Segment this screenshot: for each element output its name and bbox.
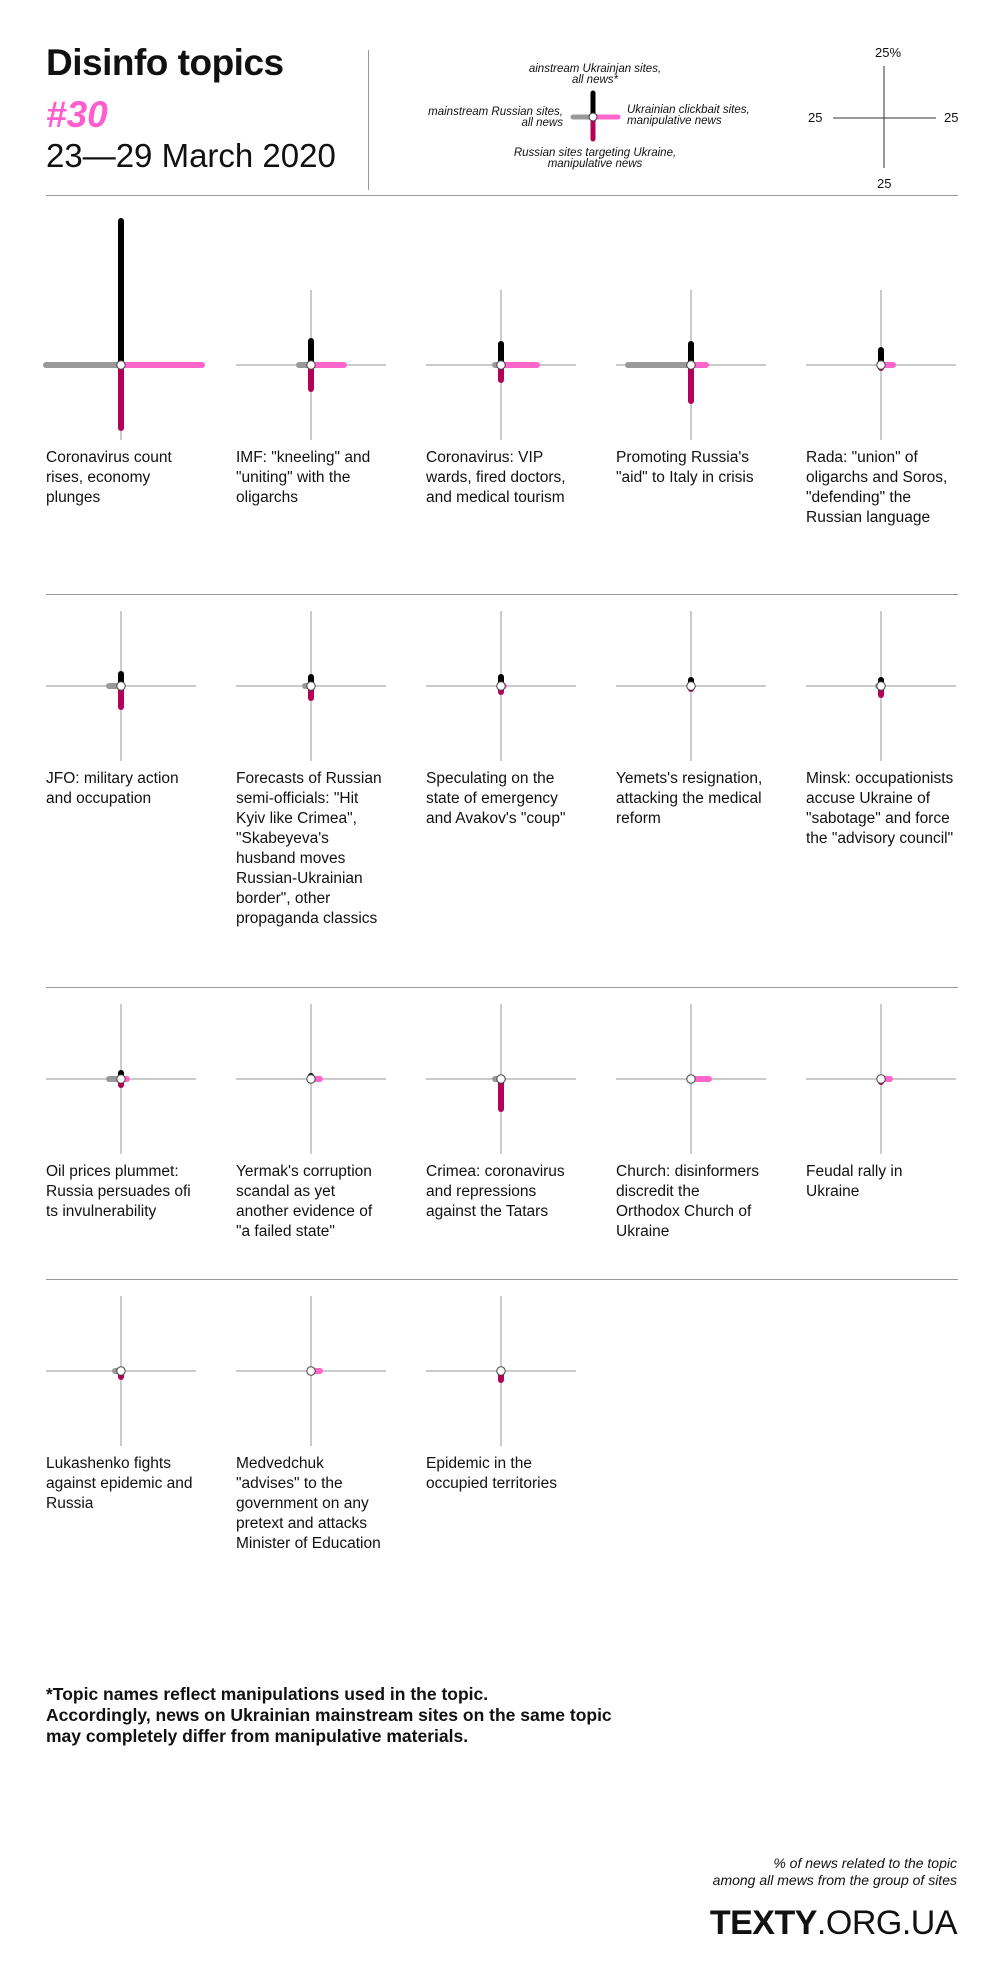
topic-label: Speculating on the state of emergency and Avakov's "coup" [426,770,566,827]
topic-center-dot [307,1075,315,1083]
topic-center-dot [117,361,125,369]
chart-caption: % of news related to the topic among all mews from the group of sites [712,1855,957,1888]
topic-label: Rada: "union" of oligarchs and Soros, "defending" the Russian language [806,449,948,526]
topic-label: Church: disinformers discredit the Orthodox Church of Ukraine [616,1163,759,1240]
footnote: *Topic names reflect manipulations used in the topic. Accordingly, news on Ukrainian mainstream sites on the same topic may completely differ from manipulative materials. [46,1684,612,1746]
topic-label: IMF: "kneeling" and "uniting" with the oligarchs [236,449,371,506]
topic-center-dot [307,682,315,690]
topic-center-dot [687,1075,695,1083]
topic-center-dot [877,1075,885,1083]
legend-right-label: Ukrainian clickbait sites, manipulative news [627,104,750,127]
issue-number: #30 [46,94,108,135]
topic-center-dot [117,1367,125,1375]
topic-label: Forecasts of Russian semi-officials: "Hit Kyiv like Crimea", "Skabeyeva's husband moves Russian-Ukrainian border", other propaganda classics [236,770,382,927]
topic-label: Oil prices plummet: Russia persuades ofi ts invulnerability [46,1163,191,1220]
topic-center-dot [497,1367,505,1375]
topic-center-dot [687,682,695,690]
topic-label: Coronavirus: VIP wards, fired doctors, and medical tourism [426,449,566,506]
page-title: Disinfo topics [46,42,284,83]
topic-center-dot [307,361,315,369]
topic-label: Promoting Russia's "aid" to Italy in crisis [616,449,754,486]
topic-label: Minsk: occupationists accuse Ukraine of "sabotage" and force the "advisory council" [806,770,954,847]
topic-center-dot [877,361,885,369]
topic-center-dot [687,361,695,369]
topic-center-dot [497,1075,505,1083]
scale-bottom-label: 25 [877,176,892,191]
topic-center-dot [117,682,125,690]
topic-center-dot [307,1367,315,1375]
topic-label: Crimea: coronavirus and repressions against the Tatars [426,1163,565,1220]
brand-logo [710,1904,957,1943]
topic-label: Coronavirus count rises, economy plunges [46,449,172,506]
brand-rest: .ORG.UA [816,1904,957,1942]
topic-label: JFO: military action and occupation [46,770,179,807]
topic-center-dot [117,1075,125,1083]
scale-top-label: 25% [875,45,902,60]
topic-label: Epidemic in the occupied territories [426,1455,557,1492]
legend-left-label: mainstream Russian sites, all news [428,106,563,129]
topic-label: Feudal rally in Ukraine [806,1163,903,1200]
legend-down-label: Russian sites targeting Ukraine, manipulative news [513,147,677,170]
scale-right-label: 25 [944,110,959,125]
scale-left-label: 25 [808,110,823,125]
topic-label: Yemets's resignation, attacking the medical reform [616,770,763,827]
legend-center-dot [589,113,597,121]
date-range: 23—29 March 2020 [46,137,336,174]
legend-up-label: ainstream Ukrainjan sites, all news* [528,63,662,86]
topic-center-dot [877,682,885,690]
topic-label: Medvedchuk "advises" to the government on any pretext and attacks Minister of Education [236,1455,381,1552]
topic-label: Lukashenko fights against epidemic and Russia [46,1455,193,1512]
topic-center-dot [497,361,505,369]
topic-label: Yermak's corruption scandal as yet another evidence of "a failed state" [236,1163,373,1240]
brand-bold: TEXTY [709,1904,817,1942]
topic-center-dot [497,682,505,690]
